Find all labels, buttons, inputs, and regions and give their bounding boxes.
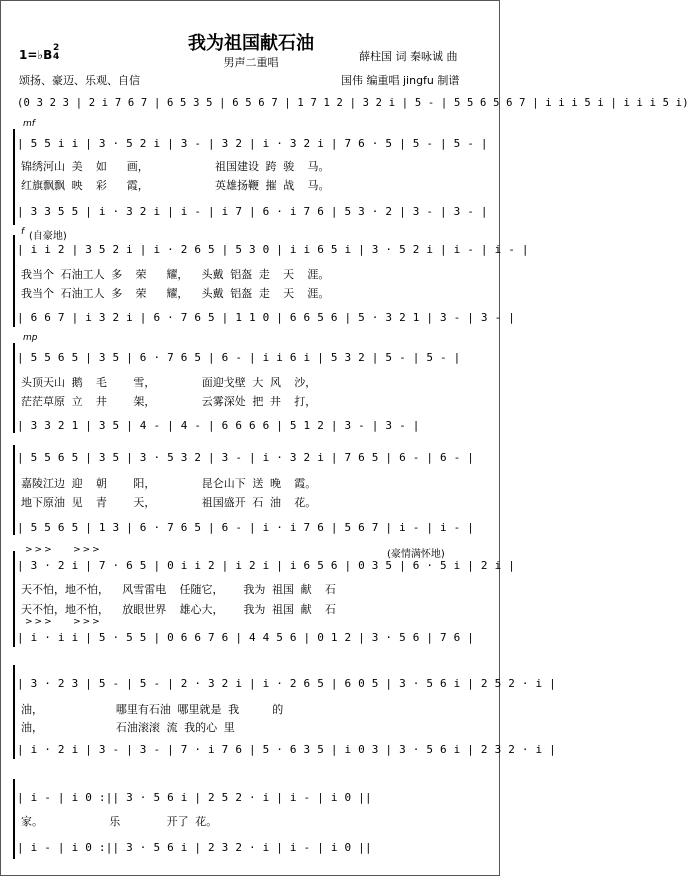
- lyrics-verse-1: 家。 乐 开了 花。: [21, 815, 218, 828]
- lyrics-verse-2: 天不怕，地不怕， 放眼世界 雄心大， 我为 祖国 献 石: [21, 603, 336, 616]
- time-signature: [53, 44, 59, 62]
- upper-voice: | 3 · 2 i | 7 · 6 5 | 0 i i 2 | i 2 i | i 6 5 6 | 0 3 5 | 6 · 5 i | 2 i |: [17, 559, 516, 572]
- upper-voice: | 5 5 i i | 3 · 5 2 i | 3 - | 3 2 | i · 3 2 i | 7 6 · 5 | 5 - | 5 - |: [17, 137, 488, 150]
- lower-voice: | 6 6 7 | i 3 2 i | 6 · 7 6 5 | 1 1 0 | 6 6 5 6 | 5 · 3 2 1 | 3 - | 3 - |: [17, 311, 516, 324]
- subtitle: 男声二重唱: [223, 56, 279, 69]
- meter-top: 2: [53, 43, 60, 53]
- lyrics-verse-1: 嘉陵江边 迎 朝 阳， 昆仑山下 送 晚 霞。: [21, 477, 317, 490]
- system-bracket: [13, 235, 15, 327]
- lyrics-verse-2: 我当个 石油工人 多 荣 耀， 头戴 铝盔 走 天 涯。: [21, 287, 330, 300]
- lower-voice: | i · 2 i | 3 - | 3 - | 7 · i 7 6 | 5 · 6 3 5 | i 0 3 | 3 · 5 6 i | 2 3 2 · i |: [17, 743, 556, 756]
- system-bracket: [13, 779, 15, 859]
- lyrics-verse-2: 红旗飘飘 映 彩 霞， 英雄扬鞭 摧 战 马。: [21, 179, 330, 192]
- expression-note: (豪情满怀地): [387, 549, 445, 560]
- lyrics-verse-2: 地下原油 见 青 天， 祖国盛开 石 油 花。: [21, 496, 317, 509]
- upper-voice: | i i 2 | 3 5 2 i | i · 2 6 5 | 5 3 0 | i i 6 5 i | 3 · 5 2 i | i - | i - |: [17, 243, 529, 256]
- meter-bottom: 4: [53, 52, 60, 62]
- accent-marks: >>> >>>: [25, 617, 102, 627]
- system-bracket: [13, 445, 15, 535]
- key-signature: 1=♭B: [19, 48, 53, 62]
- performance-style: 颂扬、豪迈、乐观、自信: [19, 74, 140, 87]
- credit-arranger: 国伟 编重唱 jingfu 制谱: [341, 74, 460, 87]
- lower-voice: | 3 3 5 5 | i · 3 2 i | i - | i 7 | 6 · i 7 6 | 5 3 · 2 | 3 - | 3 - |: [17, 205, 488, 218]
- lower-voice: | i · i i | 5 · 5 5 | 0 6 6 7 6 | 4 4 5 6 | 0 1 2 | 3 · 5 6 | 7 6 |: [17, 631, 475, 644]
- lyrics-verse-1: 油， 哪里有石油 哪里就是 我 的: [21, 703, 284, 716]
- page-title: 我为祖国献石油: [188, 33, 314, 54]
- dynamic-mark: mp: [23, 333, 38, 343]
- lyrics-verse-1: 头顶天山 鹅 毛 雪， 面迎戈壁 大 风 沙，: [21, 376, 317, 389]
- credit-lyricist-composer: 薛柱国 词 秦咏诚 曲: [359, 50, 458, 63]
- accent-marks: >>> >>>: [25, 545, 102, 555]
- lyrics-verse-2: 油， 石油滚滚 流 我的心 里: [21, 721, 235, 734]
- intro-line: (0 3 2 3 | 2 i 7 6 7 | 6 5 3 5 | 6 5 6 7 | 1 7 1 2 | 3 2 i | 5 - | 5 5 6 5 6 7 | i i i 5 i | i i i 5 i): [17, 97, 689, 109]
- lyrics-verse-1: 我当个 石油工人 多 荣 耀， 头戴 铝盔 走 天 涯。: [21, 268, 330, 281]
- system-bracket: [13, 665, 15, 759]
- dynamic-mark: f: [21, 227, 25, 237]
- lower-voice: | i - | i 0 :|| 3 · 5 6 i | 2 3 2 · i | i - | i 0 ||: [17, 841, 372, 854]
- upper-voice: | i - | i 0 :|| 3 · 5 6 i | 2 5 2 · i | i - | i 0 ||: [17, 791, 372, 804]
- lyrics-verse-1: 锦绣河山 美 如 画， 祖国建设 跨 骏 马。: [21, 160, 330, 173]
- system-bracket: [13, 343, 15, 433]
- upper-voice: | 5 5 6 5 | 3 5 | 6 · 7 6 5 | 6 - | i i 6 i | 5 3 2 | 5 - | 5 - |: [17, 351, 461, 364]
- upper-voice: | 5 5 6 5 | 3 5 | 3 · 5 3 2 | 3 - | i · 3 2 i | 7 6 5 | 6 - | 6 - |: [17, 451, 475, 464]
- lyrics-verse-2: 茫茫草原 立 井 架， 云雾深处 把 井 打，: [21, 395, 317, 408]
- lower-voice: | 5 5 6 5 | 1 3 | 6 · 7 6 5 | 6 - | i · i 7 6 | 5 6 7 | i - | i - |: [17, 521, 475, 534]
- system-bracket: [13, 129, 15, 225]
- expression-note: (自豪地): [29, 231, 67, 242]
- lower-voice: | 3 3 2 1 | 3 5 | 4 - | 4 - | 6 6 6 6 | 5 1 2 | 3 - | 3 - |: [17, 419, 420, 432]
- system-bracket: [13, 551, 15, 647]
- upper-voice: | 3 · 2 3 | 5 - | 5 - | 2 · 3 2 i | i · 2 6 5 | 6 0 5 | 3 · 5 6 i | 2 5 2 · i |: [17, 677, 556, 690]
- dynamic-mark: mf: [23, 119, 35, 129]
- lyrics-verse-1: 天不怕，地不怕， 风雪雷电 任随它， 我为 祖国 献 石: [21, 583, 336, 596]
